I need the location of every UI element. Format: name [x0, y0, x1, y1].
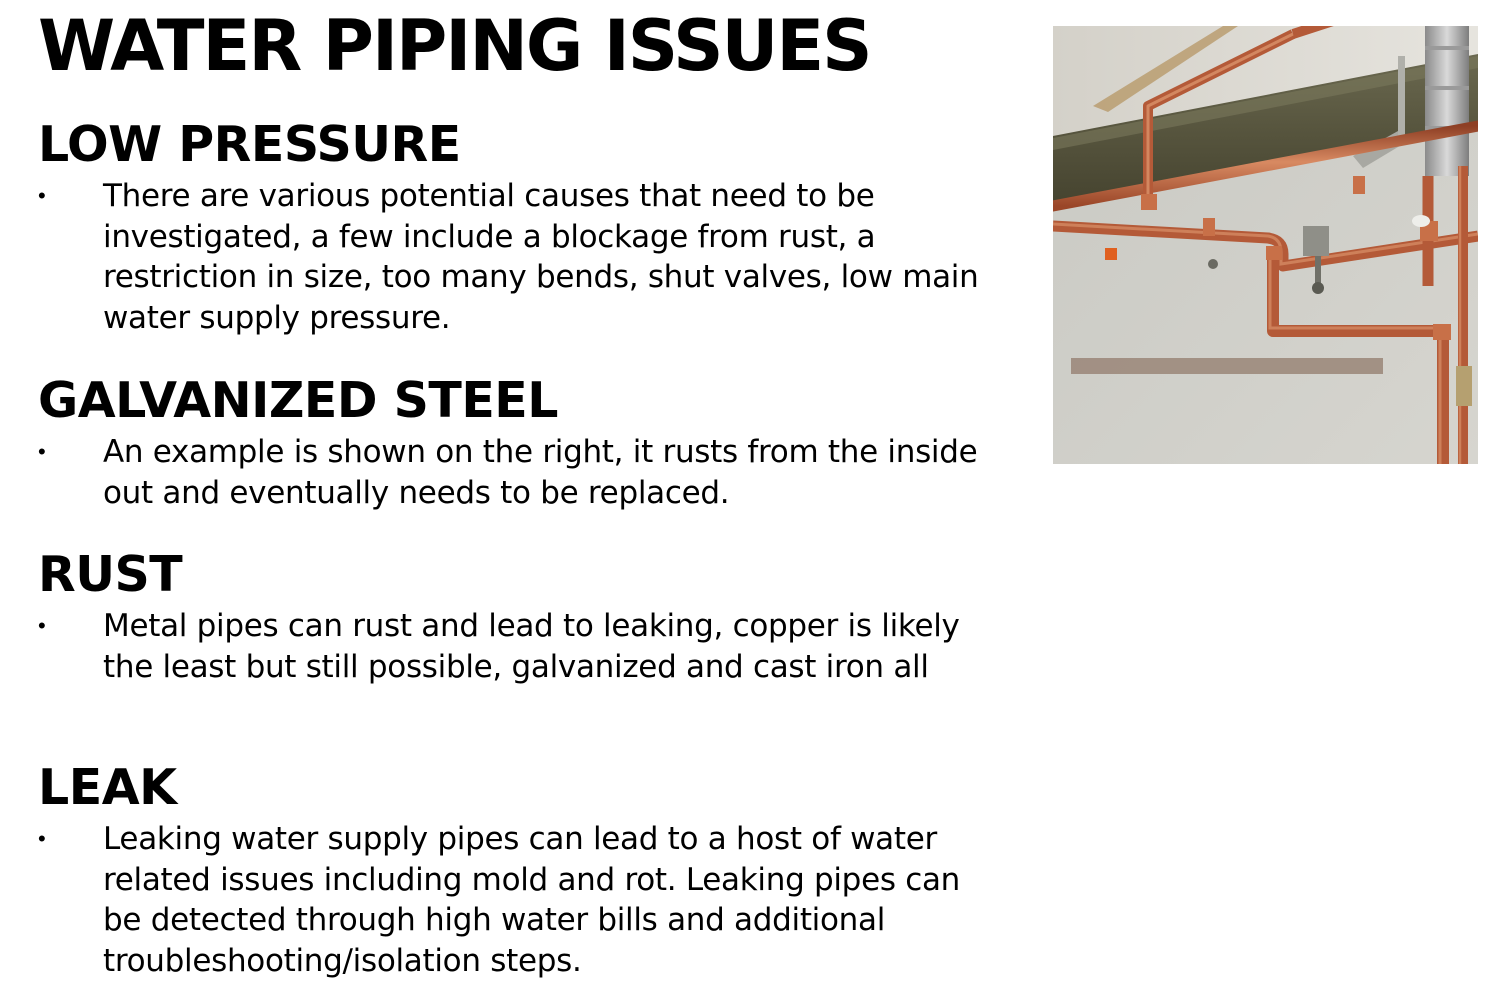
copper-pipes-photo: [1053, 26, 1478, 464]
bullet-marker: •: [38, 826, 46, 851]
section-low-pressure: [38, 118, 1008, 338]
bullet-item: [38, 176, 1008, 338]
copper-pipes-illustration: [1053, 26, 1478, 464]
bullet-text-leak: Leaking water supply pipes can lead to a host of water related issues including mold and rot. Leaking pipes can be detected through high water bills and additional troubleshooting/isolation steps.: [103, 821, 961, 979]
page-title: WATER PIPING ISSUES: [38, 5, 871, 87]
section-galvanized-steel: [38, 374, 1008, 513]
bullet-text-rust: Metal pipes can rust and lead to leaking, copper is likely the least but still possible, galvanized and cast iron all: [103, 608, 960, 685]
bullet-text-galvanized-steel: An example is shown on the right, it rusts from the inside out and eventually needs to be replaced.: [103, 434, 978, 511]
bullet-text-low-pressure: There are various potential causes that need to be investigated, a few include a blockage from rust, a restriction in size, too many bends, shut valves, low main water supply pressure.: [103, 178, 979, 336]
bullet-item: [38, 606, 1008, 687]
bullet-item: [38, 432, 1008, 513]
section-heading-low-pressure: LOW PRESSURE: [38, 116, 461, 173]
section-heading-leak: LEAK: [38, 759, 177, 816]
section-heading-galvanized-steel: GALVANIZED STEEL: [38, 372, 558, 429]
bullet-marker: •: [38, 439, 46, 464]
bullet-marker: •: [38, 183, 46, 208]
bullet-item: [38, 819, 1008, 981]
bullet-marker: •: [38, 613, 46, 638]
section-heading-rust: RUST: [38, 546, 183, 603]
section-rust: [38, 548, 1008, 687]
section-leak: [38, 761, 1008, 981]
